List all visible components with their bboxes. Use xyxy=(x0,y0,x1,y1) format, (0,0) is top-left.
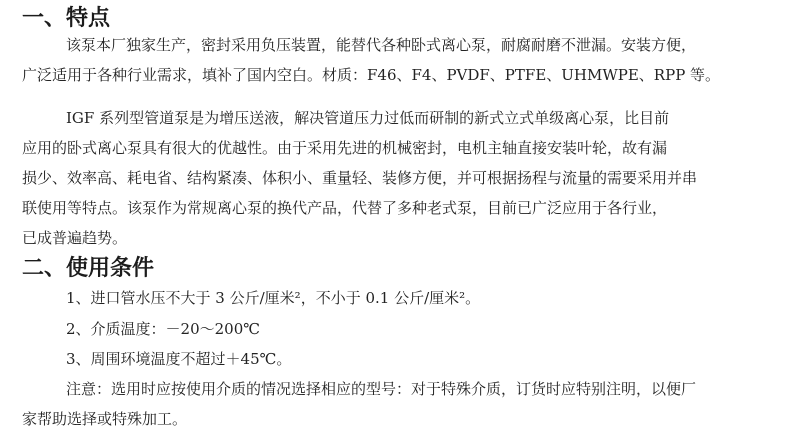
text-line: 注意：选用时应按使用介质的情况选择相应的型号：对于特殊介质，订货时应特别注明，以便厂 xyxy=(66,380,697,398)
text-line: 应用的卧式离心泵具有很大的优越性。由于采用先进的机械密封，电机主轴直接安装叶轮，故有漏 xyxy=(22,139,668,157)
section-2-title: 二、使用条件 xyxy=(22,256,155,281)
text-line: 损少、效率高、耗电省、结构紧凑、体积小、重量轻、装修方便，并可根据扬程与流量的需要采用并串 xyxy=(22,169,698,187)
condition-item-1: 1、进口管水压不大于 3 公斤/厘米²，不小于 0.1 公斤/厘米²。 xyxy=(66,289,481,307)
section-1-paragraph-2 xyxy=(0,103,788,253)
condition-item-3: 3、周围环境温度不超过＋45℃。 xyxy=(66,350,292,368)
text-line: 广泛适用于各种行业需求，填补了国内空白。材质：F46、F4、PVDF、PTFE、UHMWPE、RPP 等。 xyxy=(22,66,721,84)
text-line: 家帮助选择或特殊加工。 xyxy=(22,410,188,428)
text-line: 联使用等特点。该泵作为常规离心泵的换代产品，代替了多种老式泵，目前已广泛应用于各行业， xyxy=(22,199,668,217)
text-line: 已成普遍趋势。 xyxy=(22,229,128,247)
section-2-note xyxy=(0,374,788,434)
section-1-title: 一、特点 xyxy=(22,6,111,31)
condition-item-2: 2、介质温度：－20～200℃ xyxy=(66,320,261,338)
text-line: 该泵本厂独家生产，密封采用负压装置，能替代各种卧式离心泵，耐腐耐磨不泄漏。安装方便， xyxy=(66,36,697,54)
text-line: IGF 系列型管道泵是为增压送液，解决管道压力过低而研制的新式立式单级离心泵，比目前 xyxy=(66,109,670,127)
section-1-paragraph-1 xyxy=(0,30,788,90)
